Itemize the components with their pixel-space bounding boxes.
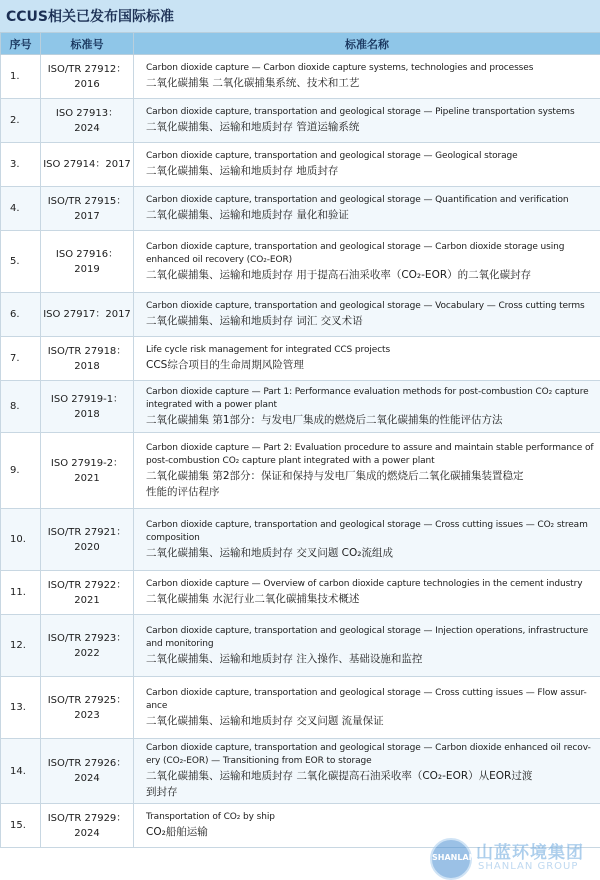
- table-row: [1, 381, 600, 433]
- standard-code: [41, 337, 134, 381]
- row-number: 9.: [1, 433, 41, 509]
- table-title-bar: [0, 0, 600, 32]
- standard-name: [134, 293, 600, 337]
- table-row: [1, 509, 600, 571]
- standard-code: [41, 433, 134, 509]
- standard-code: [41, 615, 134, 677]
- standard-name-en: Carbon dioxide capture, transportation and geological storage — Carbon dioxide enhanced oil recov-: [146, 743, 591, 753]
- row-number: 2.: [1, 99, 41, 143]
- standard-code-line: ISO/TR 27926：: [47, 758, 127, 769]
- standard-name: [134, 509, 600, 571]
- standard-name: [134, 739, 600, 804]
- standard-code: [41, 187, 134, 231]
- standard-code-line: 2024: [74, 827, 100, 839]
- row-number: 5.: [1, 231, 41, 293]
- standard-name-en: ance: [146, 700, 168, 711]
- standard-name-zh: 二氧化碳捕集、运输和地质封存 量化和验证: [146, 209, 349, 221]
- standard-code-line: 2020: [74, 541, 100, 553]
- table-row: [1, 99, 600, 143]
- standard-name-zh: 二氧化碳捕集、运输和地质封存 用于提高石油采收率（CO₂-EOR）的二氧化碳封存: [146, 268, 532, 281]
- row-number: 11.: [1, 571, 41, 615]
- table-row: [1, 231, 600, 293]
- standard-name: [134, 571, 600, 615]
- standard-code: [41, 99, 134, 143]
- standard-code-line: 2021: [74, 472, 100, 484]
- standard-code: [41, 571, 134, 615]
- standard-name: [134, 381, 600, 433]
- row-number: 13.: [1, 677, 41, 739]
- header-code: 标准号: [41, 33, 134, 55]
- standard-name-zh: 二氧化碳捕集、运输和地质封存 地质封存: [146, 165, 339, 177]
- table-row: [1, 337, 600, 381]
- company-logo-icon: SHANLAN: [430, 838, 472, 880]
- table-row: [1, 571, 600, 615]
- table-header-row: [1, 33, 600, 55]
- standard-name: [134, 99, 600, 143]
- row-number: 4.: [1, 187, 41, 231]
- standard-code-line: 2016: [74, 78, 100, 90]
- standard-name-zh: 二氧化碳捕集、运输和地质封存 注入操作、基础设施和监控: [146, 652, 423, 665]
- standard-code-line: 2024: [74, 122, 100, 134]
- standard-code-line: 2018: [74, 360, 100, 372]
- header-name: 标准名称: [134, 33, 600, 55]
- row-number: 10.: [1, 509, 41, 571]
- standard-name-en: integrated with a power plant: [146, 399, 277, 410]
- standard-name-zh: 二氧化碳捕集、运输和地质封存 词汇 交叉术语: [146, 315, 363, 327]
- standard-code-line: ISO/TR 27915：: [47, 195, 127, 207]
- row-number: 3.: [1, 143, 41, 187]
- standard-name-en: Carbon dioxide capture — Overview of carbon dioxide capture technologies in the cement industry: [146, 579, 583, 589]
- standard-name-en: Carbon dioxide capture, transportation and geological storage — Pipeline transportation systems: [146, 107, 575, 117]
- standard-code: [41, 231, 134, 293]
- standard-name-en: Carbon dioxide capture — Carbon dioxide capture systems, technologies and processes: [146, 63, 534, 73]
- standard-code-line: ISO/TR 27921：: [47, 526, 127, 538]
- standard-name-zh: 二氧化碳捕集、运输和地质封存 二氧化碳提高石油采收率（CO₂-EOR）从EOR过渡: [146, 770, 533, 782]
- standard-name-en: Carbon dioxide capture, transportation and geological storage — Quantification and verification: [146, 195, 569, 205]
- standard-code-line: ISO 27913：: [55, 107, 119, 119]
- standard-name-zh: 二氧化碳捕集 第1部分：与发电厂集成的燃烧后二氧化碳捕集的性能评估方法: [146, 413, 503, 426]
- row-number: 15.: [1, 804, 41, 848]
- standard-name-zh: 二氧化碳捕集 第2部分：保证和保持与发电厂集成的燃烧后二氧化碳捕集装置稳定: [146, 469, 524, 482]
- standard-name: [134, 143, 600, 187]
- standard-code-line: 2021: [74, 594, 100, 606]
- standard-name-en: Life cycle risk management for integrated CCS projects: [146, 345, 391, 355]
- table-row: [1, 55, 600, 99]
- row-number: 6.: [1, 293, 41, 337]
- table-row: [1, 143, 600, 187]
- standard-name-en: Transportation of CO₂ by ship: [146, 812, 275, 822]
- row-number: 14.: [1, 739, 41, 804]
- table-row: [1, 739, 600, 804]
- table-row: [1, 677, 600, 739]
- standard-name-en: Carbon dioxide capture — Part 1: Performance evaluation methods for post-combustion CO₂ capture: [146, 386, 589, 397]
- standard-name-zh: 二氧化碳捕集 水泥行业二氧化碳捕集技术概述: [146, 593, 360, 605]
- table-row: [1, 615, 600, 677]
- standard-name-en: Carbon dioxide capture, transportation and geological storage — Carbon dioxide storage using: [146, 241, 565, 252]
- table-row: [1, 433, 600, 509]
- table-row: [1, 804, 600, 848]
- standard-name-en: and monitoring: [146, 638, 214, 649]
- table-row: [1, 187, 600, 231]
- standard-code: [41, 509, 134, 571]
- standard-name-zh: 性能的评估程序: [146, 485, 220, 498]
- standard-code-line: ISO/TR 27922：: [47, 579, 127, 591]
- standard-code: [41, 55, 134, 99]
- standard-name-en: post-combustion CO₂ capture plant integrated with a power plant: [146, 455, 435, 466]
- standard-code-line: 2017: [74, 210, 100, 222]
- row-number: 7.: [1, 337, 41, 381]
- standard-code-line: ISO 27917：2017: [43, 309, 131, 320]
- standard-name: [134, 677, 600, 739]
- standard-name-zh: CO₂船舶运输: [146, 826, 208, 838]
- standards-table: [0, 32, 600, 848]
- standard-name: [134, 615, 600, 677]
- standard-code: [41, 739, 134, 804]
- standard-code-line: ISO/TR 27929：: [47, 812, 127, 824]
- standard-name-zh: 二氧化碳捕集、运输和地质封存 交叉问题 CO₂流组成: [146, 546, 393, 559]
- standard-code-line: 2018: [74, 408, 100, 420]
- standard-code-line: ISO/TR 27923：: [47, 632, 127, 644]
- standard-name-en: Carbon dioxide capture, transportation and geological storage — Cross cutting issues — Flow assur-: [146, 687, 587, 698]
- standard-name-zh: 二氧化碳捕集 二氧化碳捕集系统、技术和工艺: [146, 77, 360, 89]
- standard-name: [134, 55, 600, 99]
- table-body: [1, 55, 600, 848]
- table-row: [1, 293, 600, 337]
- standard-name-en: Carbon dioxide capture, transportation and geological storage — Geological storage: [146, 151, 518, 161]
- standard-name-en: Carbon dioxide capture — Part 2: Evaluation procedure to assure and maintain stable performance of: [146, 442, 594, 453]
- standard-name: [134, 231, 600, 293]
- standard-name-en: enhanced oil recovery (CO₂-EOR): [146, 254, 293, 265]
- standard-code: [41, 677, 134, 739]
- standard-code-line: 2024: [74, 773, 100, 784]
- standard-code-line: ISO/TR 27925：: [47, 694, 127, 706]
- standard-code: [41, 804, 134, 848]
- standard-name: [134, 187, 600, 231]
- row-number: 12.: [1, 615, 41, 677]
- standard-code-line: ISO 27919-2：: [50, 457, 124, 469]
- standard-name: [134, 804, 600, 848]
- standard-name-en: ery (CO₂-EOR) — Transitioning from EOR to storage: [146, 756, 372, 766]
- standard-code-line: ISO 27919-1：: [50, 393, 124, 405]
- standard-code: [41, 293, 134, 337]
- row-number: 1.: [1, 55, 41, 99]
- standard-name-zh: 二氧化碳捕集、运输和地质封存 管道运输系统: [146, 121, 360, 133]
- standard-code-line: 2023: [74, 709, 100, 721]
- standard-code-line: 2019: [74, 263, 100, 275]
- standard-name-zh: 二氧化碳捕集、运输和地质封存 交叉问题 流量保证: [146, 714, 384, 727]
- standard-name-zh: CCS综合项目的生命周期风险管理: [146, 359, 304, 371]
- watermark-cn: 山蓝环境集团: [476, 843, 584, 863]
- standard-name-en: Carbon dioxide capture, transportation and geological storage — Injection operations, infrastructure: [146, 625, 589, 636]
- standard-name-zh: 到封存: [146, 786, 178, 798]
- standard-code-line: ISO/TR 27912：: [47, 63, 127, 75]
- page-title: CCUS相关已发布国际标准: [6, 9, 174, 25]
- row-number: 8.: [1, 381, 41, 433]
- standard-code: [41, 143, 134, 187]
- standard-name-en: Carbon dioxide capture, transportation and geological storage — Vocabulary — Cross cutting terms: [146, 301, 585, 311]
- header-no: 序号: [1, 33, 41, 55]
- standard-code: [41, 381, 134, 433]
- standard-name-en: Carbon dioxide capture, transportation and geological storage — Cross cutting issues — CO₂ stream: [146, 519, 588, 530]
- standard-name-en: composition: [146, 532, 200, 543]
- standard-code-line: ISO/TR 27918：: [47, 345, 127, 357]
- standard-code-line: 2022: [74, 647, 100, 659]
- standard-name: [134, 433, 600, 509]
- standard-code-line: ISO 27916：: [55, 248, 119, 260]
- standard-code-line: ISO 27914：2017: [43, 159, 131, 170]
- watermark-en: SHANLAN GROUP: [478, 861, 579, 872]
- standard-name: [134, 337, 600, 381]
